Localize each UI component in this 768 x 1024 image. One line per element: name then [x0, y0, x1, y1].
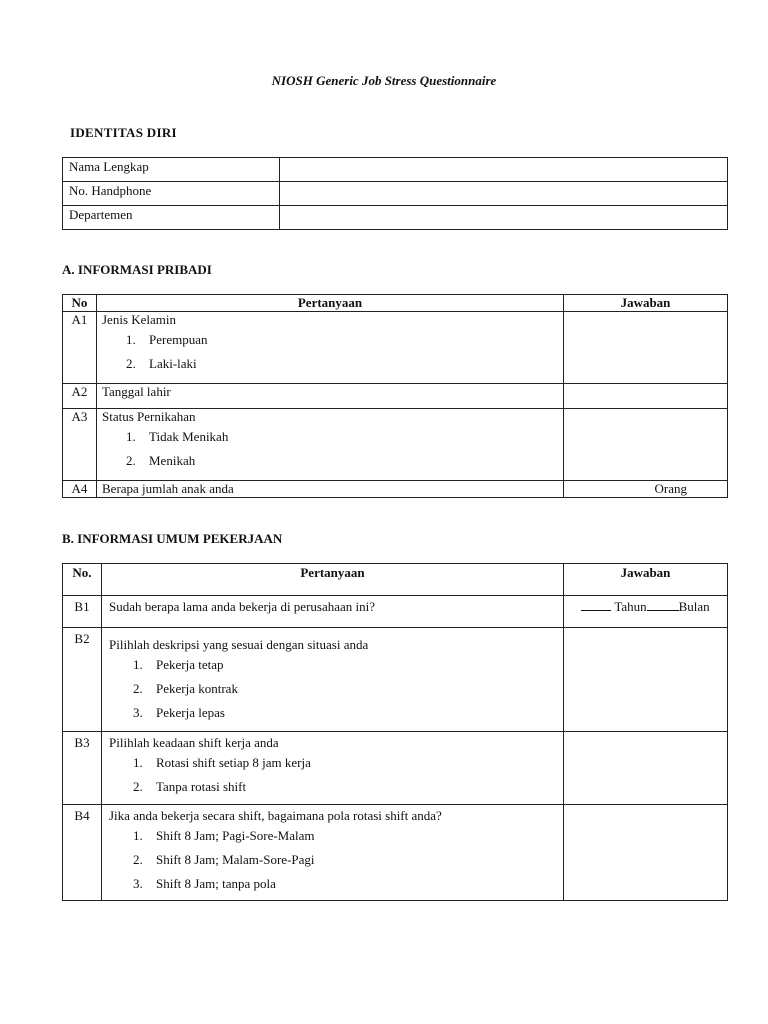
answer-field[interactable]	[564, 805, 728, 901]
list-item: 3. Pekerja lepas	[133, 705, 225, 720]
question-number: B2	[63, 628, 102, 732]
answer-field[interactable]	[564, 732, 728, 805]
table-row	[63, 628, 728, 732]
answer-field[interactable]	[564, 628, 728, 732]
question-text: Pilihlah keadaan shift kerja anda	[109, 735, 279, 750]
section-b-heading: B. INFORMASI UMUM PEKERJAAN	[62, 531, 283, 546]
table-row	[63, 409, 728, 481]
list-item: 1. Rotasi shift setiap 8 jam kerja	[133, 755, 311, 770]
option-list	[102, 328, 558, 376]
identitas-label: Departemen	[63, 206, 280, 230]
identitas-label: Nama Lengkap	[63, 158, 280, 182]
list-item: 2. Laki-laki	[126, 356, 197, 371]
list-item: 2. Pekerja kontrak	[133, 681, 238, 696]
list-item: 2. Menikah	[126, 453, 196, 468]
option-list	[102, 425, 558, 473]
header-question: Pertanyaan	[102, 564, 564, 596]
answer-unit: Tahun	[614, 599, 647, 614]
section-a-table	[62, 294, 728, 498]
table-row	[63, 732, 728, 805]
question-cell	[102, 628, 564, 732]
question-number: A2	[63, 384, 97, 409]
question-text: Pilihlah deskripsi yang sesuai dengan situasi anda	[109, 637, 369, 652]
list-item: 1. Perempuan	[126, 332, 208, 347]
question-text: Sudah berapa lama anda bekerja di perusahaan ini?	[102, 596, 564, 628]
identitas-answer-field[interactable]	[280, 206, 728, 230]
list-item: 1. Shift 8 Jam; Pagi-Sore-Malam	[133, 828, 315, 843]
question-number: A4	[63, 481, 97, 498]
list-item: 2. Shift 8 Jam; Malam-Sore-Pagi	[133, 852, 315, 867]
answer-unit[interactable]: Orang	[564, 481, 728, 498]
question-text: Jenis Kelamin	[102, 312, 177, 327]
blank-line[interactable]	[581, 598, 611, 611]
header-no: No.	[63, 564, 102, 596]
identitas-answer-field[interactable]	[280, 182, 728, 206]
question-number: B4	[63, 805, 102, 901]
identitas-answer-field[interactable]	[280, 158, 728, 182]
header-answer: Jawaban	[564, 564, 728, 596]
answer-field[interactable]	[564, 409, 728, 481]
identitas-row	[63, 206, 728, 230]
table-header-row	[63, 564, 728, 596]
list-item: 3. Shift 8 Jam; tanpa pola	[133, 876, 276, 891]
identitas-heading: IDENTITAS DIRI	[70, 125, 177, 140]
question-number: A1	[63, 312, 97, 384]
list-item: 2. Tanpa rotasi shift	[133, 779, 247, 794]
identitas-table	[62, 157, 728, 230]
document-title: NIOSH Generic Job Stress Questionnaire	[271, 73, 497, 88]
answer-field[interactable]	[564, 312, 728, 384]
question-number: B1	[63, 596, 102, 628]
table-row	[63, 312, 728, 384]
table-row	[63, 481, 728, 498]
table-row	[63, 384, 728, 409]
option-list	[109, 751, 556, 799]
identitas-label: No. Handphone	[63, 182, 280, 206]
question-text: Berapa jumlah anak anda	[97, 481, 564, 498]
question-number: A3	[63, 409, 97, 481]
table-header-row	[63, 295, 728, 312]
header-question: Pertanyaan	[97, 295, 564, 312]
question-text: Jika anda bekerja secara shift, bagaimana pola rotasi shift anda?	[109, 808, 442, 823]
section-a-heading: A. INFORMASI PRIBADI	[62, 262, 212, 277]
question-cell	[97, 409, 564, 481]
question-cell	[102, 732, 564, 805]
question-cell	[102, 805, 564, 901]
question-text: Status Pernikahan	[102, 409, 196, 424]
answer-unit: Bulan	[678, 599, 710, 614]
header-answer: Jawaban	[564, 295, 728, 312]
answer-field[interactable]	[564, 596, 728, 628]
table-row	[63, 805, 728, 901]
answer-field[interactable]	[564, 384, 728, 409]
list-item: 1. Pekerja tetap	[133, 657, 224, 672]
question-cell	[97, 312, 564, 384]
identitas-row	[63, 158, 728, 182]
blank-line[interactable]	[647, 598, 679, 611]
question-number: B3	[63, 732, 102, 805]
list-item: 1. Tidak Menikah	[126, 429, 229, 444]
question-text: Tanggal lahir	[97, 384, 564, 409]
section-b-table	[62, 563, 728, 901]
table-row	[63, 596, 728, 628]
identitas-row	[63, 182, 728, 206]
option-list	[109, 653, 556, 725]
option-list	[109, 824, 556, 896]
header-no: No	[63, 295, 97, 312]
